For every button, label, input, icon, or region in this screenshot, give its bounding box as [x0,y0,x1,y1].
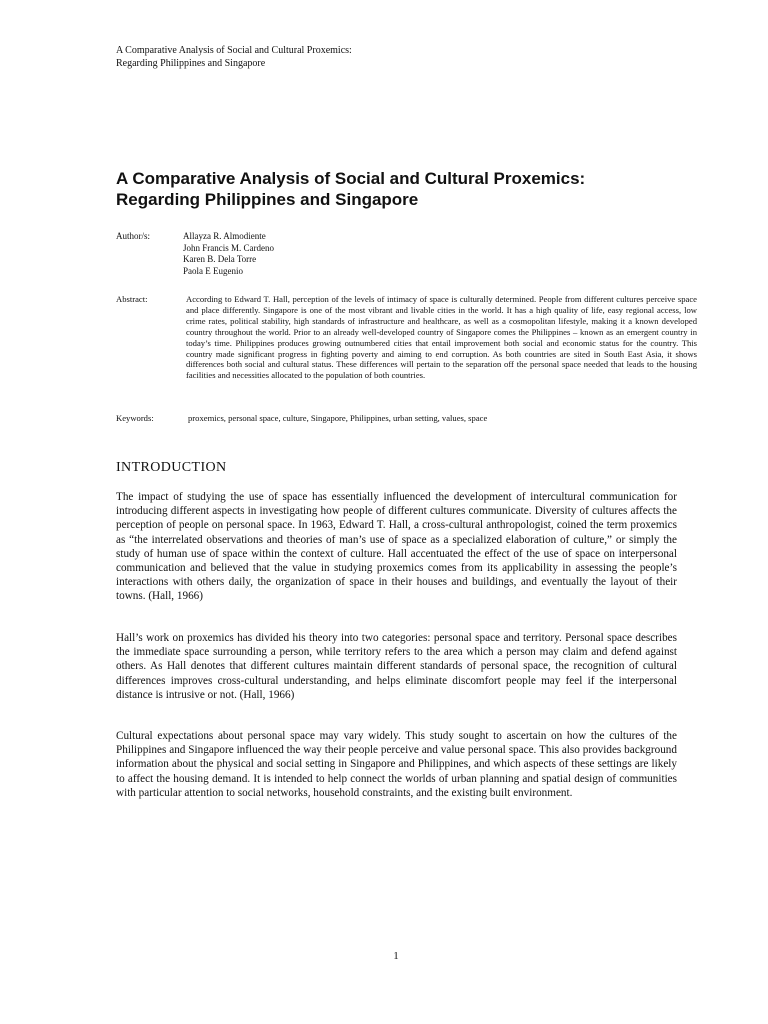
body-paragraph: Hall’s work on proxemics has divided his theory into two categories: personal space and territory. Personal space describes the immediate space surrounding a person, while territory refers to the area which a person may claim and defend against others. As Hall denotes that different cultures maintain different standards of personal space, the recognition of cultural differences improves cross-cultural understanding, and helps eliminate discomfort people may feel if the interpersonal distance is intrusive or not. (Hall, 1966) [116,632,677,701]
author-name: Paola E Eugenio [183,265,243,276]
paper-title-line-2: Regarding Philippines and Singapore [116,190,419,209]
running-head-line-2: Regarding Philippines and Singapore [116,58,266,69]
abstract-label: Abstract: [116,294,148,304]
body-paragraph: The impact of studying the use of space has essentially influenced the development of intercultural communication for introducing different aspects in investigating how people of different cultures communicate. Diversity of cultures affects the perception of people on personal space. In 1963, Edward T. Hall, a cross-cultural anthropologist, coined the term proxemics as “the interrelated observations and theories of man’s use of space as a specialized elaboration of culture,” or simply the study of human use of space within the context of culture. Hall accentuated the effect of the use of space on interpersonal communication and believed that the value in studying proxemics comes from its applicability in assessing the people’s interactions with others daily, the organization of space in their houses and buildings, and eventually the layout of their towns. (Hall, 1966) [116,491,677,603]
body-paragraph: Cultural expectations about personal space may vary widely. This study sought to ascertain on how the cultures of the Philippines and Singapore influenced the way their people perceive and value personal space. This also provides background information about the physical and social setting in Singapore and Philippines, and which aspects of these settings are likely to affect the housing demand. It is intended to help connect the worlds of urban planning and spatial design of communities with particular attention to social networks, household constraints, and the existing built environment. [116,730,677,799]
running-head [116,44,352,70]
author-names [183,231,274,277]
abstract-text: According to Edward T. Hall, perception of the levels of intimacy of space is culturally determined. People from different cultures perceive space and place differently. Singapore is one of the most vibrant and livable cities in the world. It has a high quality of life, easy regional access, low crime rates, political stability, high standards of infrastructure and healthcare, as well as a cosmopolitan lifestyle, making it a known developed country throughout the world. Prior to an already well-developed country of Singapore comes the Philippines – known as an emergent country in today’s time. Philippines produces growing outnumbered cities that entail improvement both social and economic status for the country. This country made significant progress in fighting poverty and aiming to end corruption. As both countries are sited in South East Asia, it shows differences both social and cultural status. These differences will pertain to the separation off the personal space needed that leads to the housing facilities and necessities allocated to the population of both countries. [186,294,697,381]
author-name: John Francis M. Cardeno [183,242,274,253]
paper-title [116,168,696,210]
abstract-block [116,294,697,381]
running-head-line-1: A Comparative Analysis of Social and Cultural Proxemics: [116,45,352,56]
authors-label: Author/s: [116,231,151,241]
paper-title-line-1: A Comparative Analysis of Social and Cultural Proxemics: [116,169,586,188]
page-number: 1 [393,950,399,962]
section-heading-introduction: INTRODUCTION [116,460,227,475]
keywords-text: proxemics, personal space, culture, Singapore, Philippines, urban setting, values, space [188,413,488,423]
keywords-label: Keywords: [116,413,154,423]
author-name: Karen B. Dela Torre [183,254,257,264]
author-name: Allayza R. Almodiente [183,231,266,241]
